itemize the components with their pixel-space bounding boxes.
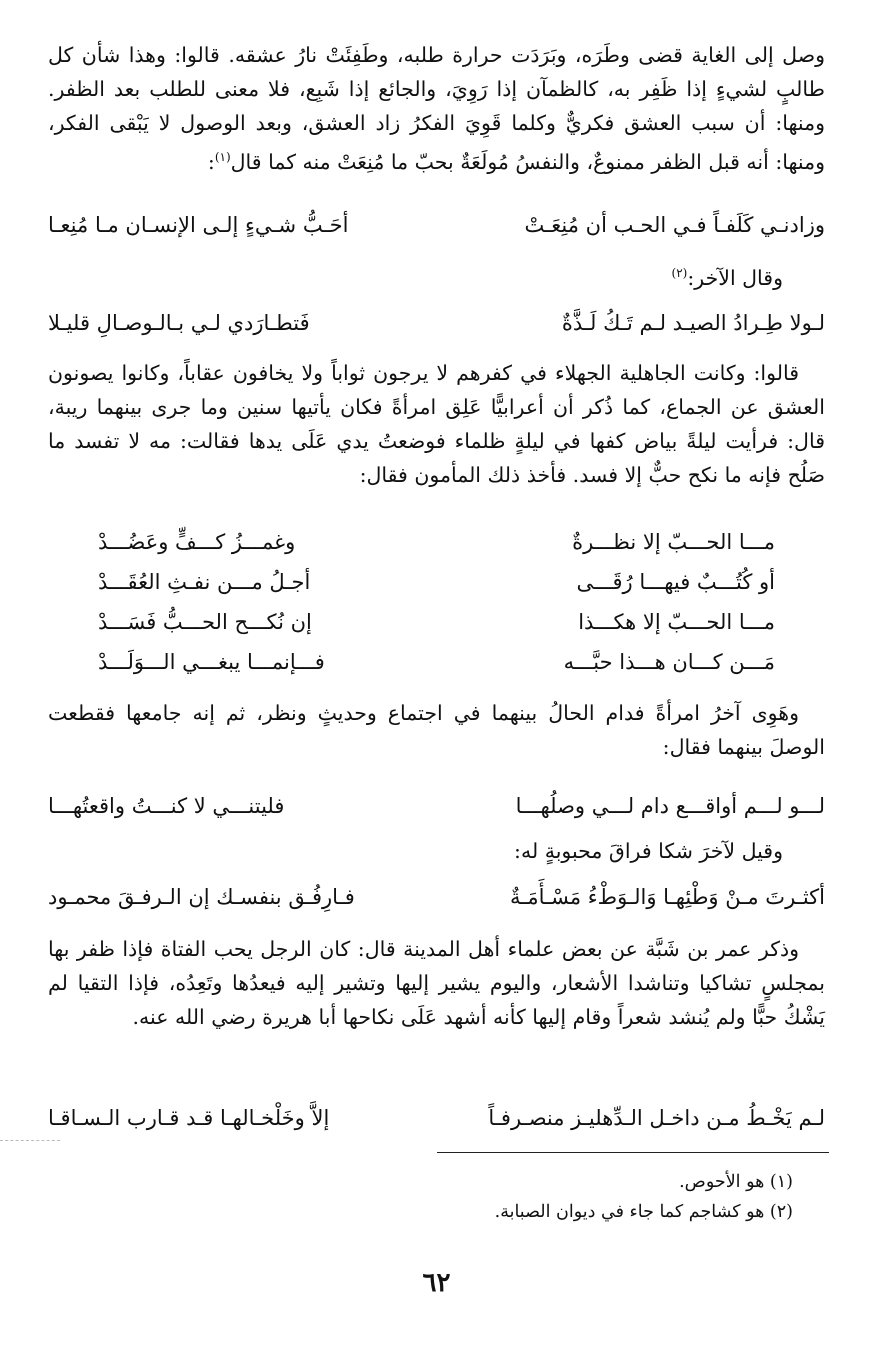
verse-5-second-hemistich: إن نُكـــح الحـــبُّ فَسَـــدْ [98, 610, 312, 634]
caption-other-poet: وقال الآخر:$^{(٢)}$ [671, 265, 783, 290]
verse-8-second-hemistich: فـارِفُـق بنفسـك إن الـرفـقَ محمـود [48, 885, 355, 909]
verse-4-first-hemistich: أو كُتُـــبٌ فيهـــا رُقَـــى [576, 570, 775, 594]
paragraph-intro: وصل إلى الغاية قضى وطَرَه، وبَرَدَت حرارة طلبه، وطَفِئَتْ نارُ عشقه. قالوا: وهذا شأن كل طالبٍ لشيءٍ إذا ظَفِر به، كالظمآن إذا رَوِيَ، والجائع إذا شَبِع، فلا معنى للطلب بعد الظفر. ومنها: أن سبب العشق فكريٌّ وكلما قَوِيَ الفكرُ زاد العشق، وبعد الوصول لا يَبْقى الفكر، ومنها: أنه قبل الظفر ممنوعٌ، والنفسُ مُولَعَةٌ بحبّ ما مُنِعَتْ منه كما قال$^{(١)}$: [48, 43, 825, 174]
paragraph-jahiliyya: قالوا: وكانت الجاهلية الجهلاء في كفرهم لا يرجون ثواباً ولا يخافون عقاباً، وكانوا يصونون العشق عن الجماع، كما ذُكر أن أعرابيًّا عَلِق امرأةً فكان يأتيها سنين وما جرى بينهما ريبة، قال: فرأيت ليلةً بياض كفها في ليلةٍ ظلماء فوضعتُ يدي عَلَى يدها فقالت: مه لا تفسد ما صَلُح فإنه ما نكح حبٌّ إلا فسد. فأخذ ذلك المأمون فقال: [48, 361, 825, 487]
verse-9 [48, 1101, 825, 1135]
verse-3-first-hemistich: مـــا الحـــبّ إلا نظـــرةٌ [572, 530, 775, 554]
footnote-1: (١) هو الأحوص. [679, 1172, 793, 1192]
verse-4-second-hemistich: أجـلُ مـــن نفـثِ العُقَـــدْ [98, 570, 311, 594]
caption-separation: وقيل لآخرَ شكا فراقَ محبوبةٍ له: [514, 839, 783, 863]
footnote-2: (٢) هو كشاجم كما جاء في ديوان الصبابة. [494, 1202, 793, 1222]
verse-7-first-hemistich: لـــو لـــم أواقـــع دام لـــي وصلُهـــا [515, 794, 825, 818]
paragraph-umar-ibn-shabba: وذكر عمر بن شَبَّة عن بعض علماء أهل المدينة قال: كان الرجل يحب الفتاة فإذا ظفر بها بمجلسٍ تشاكيا وتناشدا الأشعار، واليوم يشير إليها وتشير إليه فيعدُها وتَعِدُه، فإذا التقيا لم يَشْكُ حبًّا ولم يُنشد شعراً وقام إليها كأنه أشهد عَلَى نكاحها أبا هريرة رضي الله عنه. [48, 937, 825, 1029]
verse-8-first-hemistich: أكثـرتَ مـنْ وَطْئِهـا وَالـوَطْءُ مَسْـأَمَـةٌ [509, 885, 825, 909]
verse-2-first-hemistich: لـولا طِـرادُ الصيـد لـم تَـكُ لَـذَّةٌ [561, 311, 825, 335]
verse-8 [48, 880, 825, 914]
verse-3-second-hemistich: وغمـــزُ كـــفٍّ وعَضُـــدْ [98, 530, 296, 554]
footnote-ref-1: (١) [214, 150, 231, 164]
paragraph-another-lover: وهَوِى آخرُ امرأةً فدام الحالُ بينهما في اجتماع وحديثٍ ونظر، ثم إنه جامعها فقطعت الوصلَ بينهما فقال: [48, 701, 825, 759]
verse-9-second-hemistich: إلاَّ وخَلْخـالهـا قـد قـارب الـسـاقـا [48, 1106, 330, 1130]
verse-7 [48, 789, 825, 823]
verse-6-first-hemistich: مَـــن كـــان هـــذا حبَّـــه [563, 650, 775, 674]
page-number: ٦٢ [422, 1268, 451, 1298]
scan-edge-mark [0, 1140, 60, 1141]
verse-5-first-hemistich: مـــا الحـــبّ إلا هكـــذا [578, 610, 775, 634]
verse-2 [48, 306, 825, 340]
verse-6 [48, 645, 825, 679]
verse-3 [48, 525, 825, 559]
verse-2-second-hemistich: فَتطـارَدي لـي بـالـوصـالِ قليـلا [48, 311, 310, 335]
footnote-separator [437, 1152, 829, 1153]
verse-1-second-hemistich: أحَـبُّ شـيءٍ إلـى الإنسـان مـا مُنِعـا [48, 213, 349, 237]
footnote-ref-2: (٢) [671, 266, 688, 280]
verse-1-first-hemistich: وزادنـي كَلَفـاً فـي الحـب أن مُنِعَـتْ [524, 213, 825, 237]
verse-9-first-hemistich: لـم يَخْـطُ مـن داخـل الـدِّهليـز منصـرفـاً [488, 1106, 825, 1130]
verse-4 [48, 565, 825, 599]
verse-6-second-hemistich: فـــإنمـــا يبغـــي الـــوَلَـــدْ [98, 650, 325, 674]
verse-7-second-hemistich: فليتنـــي لا كنـــتُ واقعتُهـــا [48, 794, 285, 818]
verse-1 [48, 208, 825, 242]
verse-5 [48, 605, 825, 639]
